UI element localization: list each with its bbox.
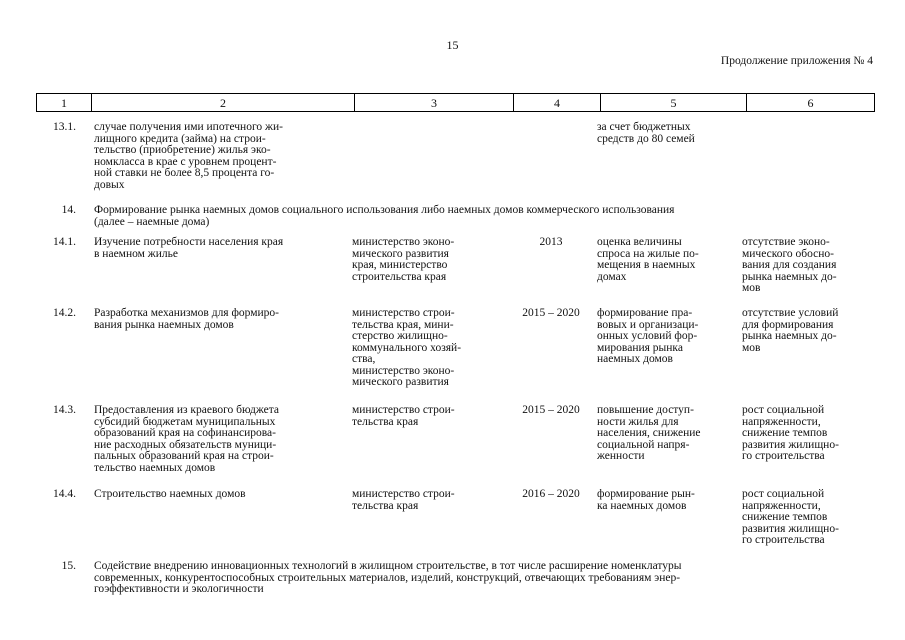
row-14-2-number: 14.2.	[53, 307, 76, 319]
row-14-3-executor: министерство строи- тельства края	[352, 404, 455, 428]
row-14-4-executor: министерство строи- тельства края	[352, 488, 455, 512]
continuation-label: Продолжение приложения № 4	[720, 55, 873, 67]
row-14-1-result: оценка величины спроса на жилые по- мещения в наемных домах	[597, 236, 699, 283]
row-14-3-period: 2015 – 2020	[522, 404, 580, 416]
row-14-section-title: Формирование рынка наемных домов социального использования либо наемных домов коммерческого использования (далее – наемные дома)	[94, 204, 675, 228]
page-number: 15	[446, 38, 459, 52]
row-15-number: 15.	[61, 560, 76, 572]
column-header-table	[36, 93, 875, 112]
row-14-3-consequence: рост социальной напряженности, снижение темпов развития жилищно- го строительства	[742, 404, 839, 462]
row-14-1-consequence: отсутствие эконо- мического обосно- вания для создания рынка наемных до- мов	[742, 236, 837, 294]
row-14-3-activity: Предоставления из краевого бюджета субсидий бюджетам муниципальных образований края на софинансирова- ние расходных обязательств муници- пальных образований края на строи- тельство наемных домов	[94, 404, 280, 474]
row-14-2-period: 2015 – 2020	[522, 307, 580, 319]
row-14-4-period: 2016 – 2020	[522, 488, 580, 500]
row-14-4-activity: Строительство наемных домов	[94, 488, 246, 500]
header-col-1: 1	[37, 94, 92, 112]
row-14-3-number: 14.3.	[53, 404, 76, 416]
row-14-number: 14.	[61, 204, 76, 216]
row-14-1-activity: Изучение потребности населения края в наемном жилье	[94, 236, 284, 260]
header-col-6: 6	[747, 94, 875, 112]
row-13-1-activity: случае получения ими ипотечного жи- лищного кредита (займа) на строи- тельство (приобретение) жилья эко- номкласса в крае с уровнем процент- ной ставки не более 8,5 процента го- довых	[94, 121, 283, 191]
header-col-4: 4	[514, 94, 601, 112]
row-14-2-consequence: отсутствие условий для формирования рынка наемных до- мов	[742, 307, 839, 354]
row-13-1-result: за счет бюджетных средств до 80 семей	[597, 121, 695, 145]
row-13-1-number: 13.1.	[53, 121, 76, 133]
row-14-2-result: формирование пра- вовых и организаци- онных условий фор- мирования рынка наемных домов	[597, 307, 699, 365]
header-col-3: 3	[355, 94, 514, 112]
row-14-4-result: формирование рын- ка наемных домов	[597, 488, 695, 512]
column-header-row	[37, 94, 875, 112]
row-14-3-result: повышение доступ- ности жилья для населения, снижение социальной напря- женности	[597, 404, 701, 462]
row-14-4-consequence: рост социальной напряженности, снижение темпов развития жилищно- го строительства	[742, 488, 839, 546]
row-14-2-executor: министерство строи- тельства края, мини- стерство жилищно- коммунального хозяй- ства, министерство эконо- мического развития	[352, 307, 462, 388]
header-col-2: 2	[92, 94, 355, 112]
row-14-1-executor: министерство эконо- мического развития края, министерство строительства края	[352, 236, 455, 283]
row-15-section-title: Содействие внедрению инновационных технологий в жилищном строительстве, в тот числе расширение номенклатуры современных, конкурентоспособных строительных материалов, изделий, конструкций, отвечающих требованиям энер- гоэффективности и экологичности	[94, 560, 682, 595]
row-14-2-activity: Разработка механизмов для формиро- вания рынка наемных домов	[94, 307, 280, 331]
header-col-5: 5	[601, 94, 747, 112]
row-14-1-period: 2013	[539, 236, 563, 248]
row-14-4-number: 14.4.	[53, 488, 76, 500]
row-14-1-number: 14.1.	[53, 236, 76, 248]
